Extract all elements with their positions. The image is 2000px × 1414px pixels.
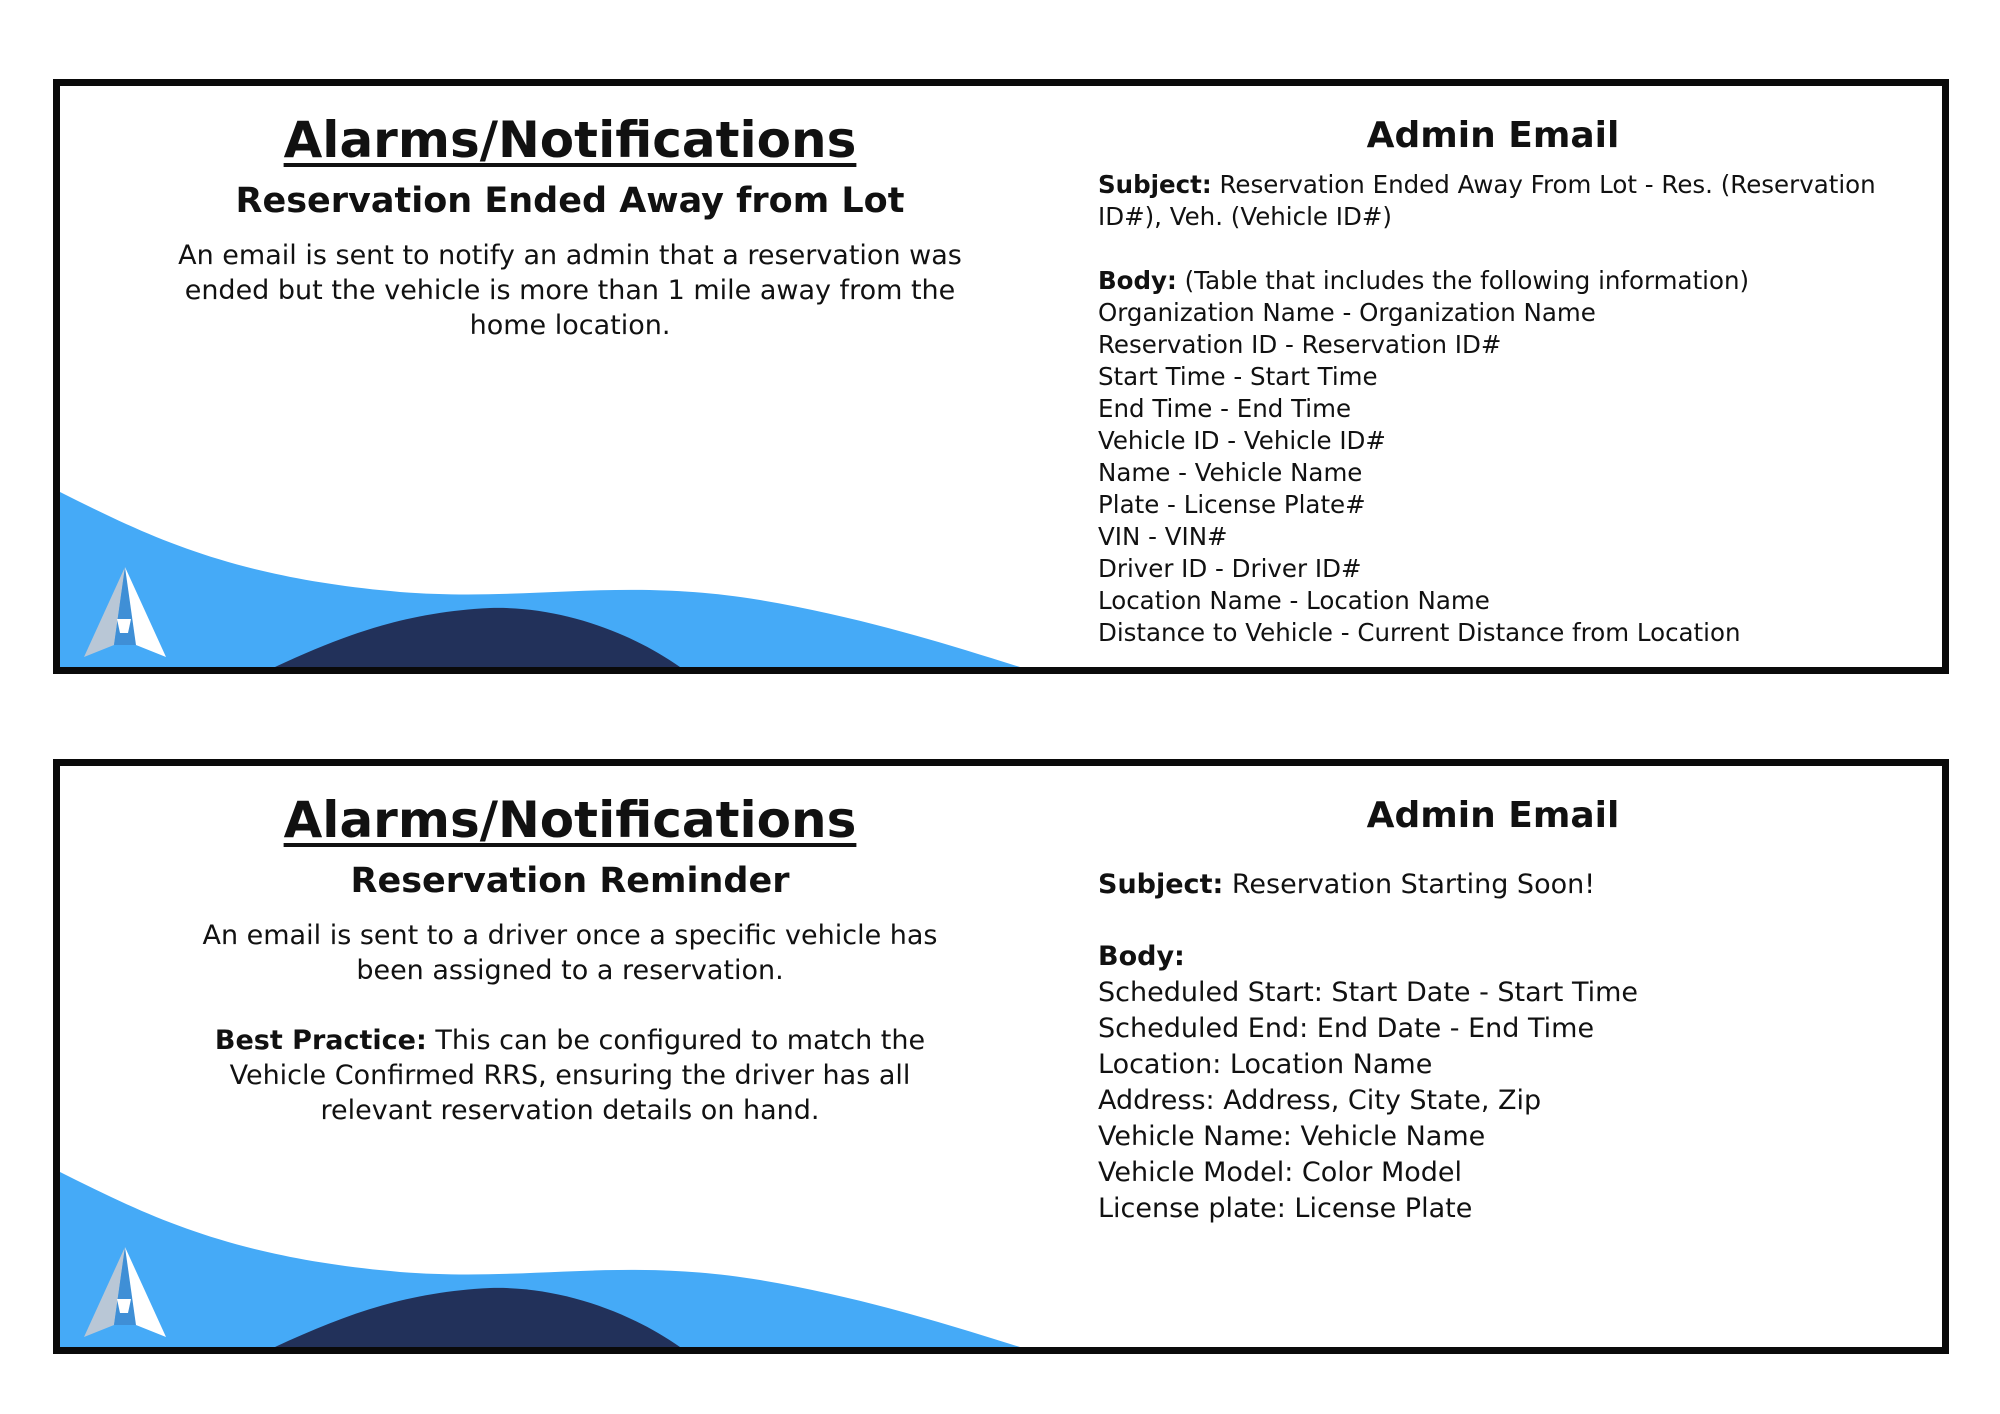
email-subject <box>1098 867 1878 903</box>
list-item: Organization Name - Organization Name <box>1098 298 1596 327</box>
list-item: Start Time - Start Time <box>1098 362 1378 391</box>
list-item: Address: Address, City State, Zip <box>1098 1085 1542 1116</box>
best-practice-text: This can be configured to match the Vehicle Confirmed RRS, ensuring the driver has all relevant reservation details on hand. <box>229 1025 926 1126</box>
list-item: License plate: License Plate <box>1098 1193 1473 1224</box>
description-text: An email is sent to notify an admin that a reservation was ended but the vehicle is more than 1 mile away from the home location. <box>178 240 962 341</box>
list-item: Location: Location Name <box>1098 1049 1433 1080</box>
list-item: Plate - License Plate# <box>1098 490 1366 519</box>
body-note: (Table that includes the following information) <box>1184 266 1750 295</box>
page-title: Alarms/Notifications <box>283 111 857 169</box>
list-item: Location Name - Location Name <box>1098 586 1490 615</box>
subject-label: Subject: <box>1098 170 1212 199</box>
email-subject <box>1098 169 1878 233</box>
body-label: Body: <box>1098 941 1185 972</box>
subject-value: Reservation Ended Away From Lot - Res. (Reservation ID#), Veh. (Vehicle ID#) <box>1098 170 1876 231</box>
list-item: Reservation ID - Reservation ID# <box>1098 330 1502 359</box>
company-logo-icon <box>84 1247 166 1337</box>
email-body-lines <box>1098 297 1898 649</box>
decorative-wave <box>60 1172 1060 1347</box>
notification-card-reservation-reminder <box>53 759 1949 1354</box>
card-right-panel <box>1098 793 1898 1227</box>
notification-card-reservation-ended-away <box>53 79 1949 674</box>
body-label: Body: <box>1098 266 1177 295</box>
card-left-panel <box>120 788 1020 1128</box>
list-item: End Time - End Time <box>1098 394 1352 423</box>
notification-title: Reservation Ended Away from Lot <box>235 181 905 221</box>
notification-title: Reservation Reminder <box>350 861 790 901</box>
notification-description <box>175 918 965 1128</box>
notification-description <box>175 238 965 343</box>
email-body-header <box>1098 939 1898 975</box>
email-body-header <box>1098 265 1898 297</box>
list-item: Vehicle ID - Vehicle ID# <box>1098 426 1386 455</box>
list-item: Vehicle Name: Vehicle Name <box>1098 1121 1486 1152</box>
page-title: Alarms/Notifications <box>283 791 857 849</box>
description-text: An email is sent to a driver once a specific vehicle has been assigned to a reservation. <box>202 920 938 986</box>
list-item: Name - Vehicle Name <box>1098 458 1363 487</box>
list-item: Scheduled Start: Start Date - Start Time <box>1098 977 1639 1008</box>
best-practice-label: Best Practice: <box>214 1025 427 1056</box>
subject-value: Reservation Starting Soon! <box>1231 869 1596 900</box>
list-item: Vehicle Model: Color Model <box>1098 1157 1463 1188</box>
list-item: Distance to Vehicle - Current Distance from Location <box>1098 618 1741 647</box>
card-right-panel <box>1098 113 1898 649</box>
subject-label: Subject: <box>1098 869 1224 900</box>
email-type-title: Admin Email <box>1366 795 1620 836</box>
decorative-wave <box>60 492 1060 667</box>
list-item: Driver ID - Driver ID# <box>1098 554 1362 583</box>
list-item: VIN - VIN# <box>1098 522 1228 551</box>
email-type-title: Admin Email <box>1366 115 1620 156</box>
best-practice-note <box>175 1023 965 1128</box>
company-logo-icon <box>84 567 166 657</box>
card-left-panel <box>120 108 1020 343</box>
email-body-lines <box>1098 975 1898 1227</box>
list-item: Scheduled End: End Date - End Time <box>1098 1013 1595 1044</box>
